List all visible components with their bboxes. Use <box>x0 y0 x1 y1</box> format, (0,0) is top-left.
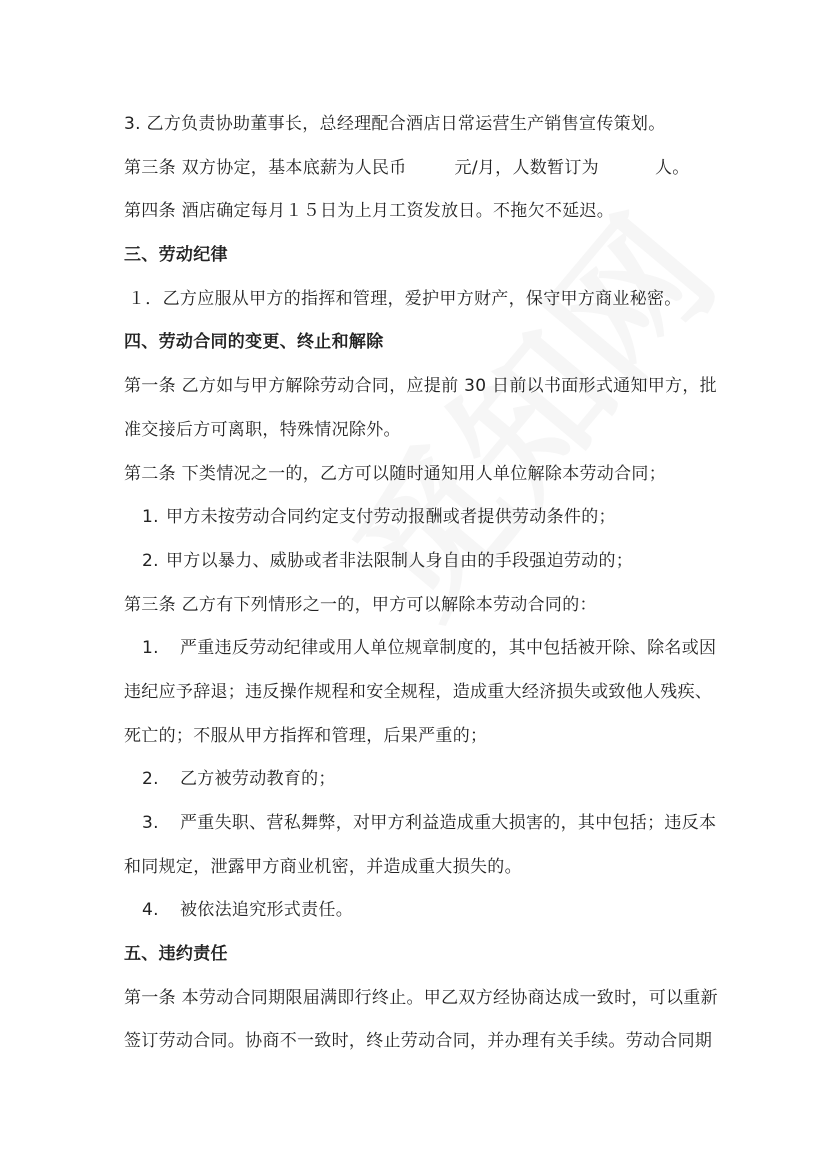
paragraph: １．乙方应服从甲方的指挥和管理，爱护甲方财产，保守甲方商业秘密。 <box>128 288 682 309</box>
text: 乙方被劳动教育的； <box>180 769 336 790</box>
list-number: 2. <box>142 769 159 790</box>
paragraph: 第四条 酒店确定每月１５日为上月工资发放日。不拖欠不延迟。 <box>124 201 615 222</box>
paragraph: 签订劳动合同。协商不一致时，终止劳动合同，并办理有关手续。劳动合同期 <box>124 1031 713 1052</box>
text: 第三条 双方协定，基本底薪为人民币 <box>124 157 407 178</box>
list-item <box>124 811 724 855</box>
section-heading: 三、劳动纪律 <box>124 245 228 266</box>
list-item <box>124 505 724 549</box>
list-number: 3. <box>142 813 159 833</box>
paragraph: 准交接后方可离职，特殊情况除外。 <box>124 419 401 440</box>
list-number: 2. <box>142 550 159 571</box>
paragraph: 违纪应予辞退；违反操作规程和安全规程，造成重大经济损失或致他人残疾、 <box>124 681 713 702</box>
paragraph: 和同规定，泄露甲方商业机密，并造成重大损失的。 <box>124 856 522 877</box>
list-number: 4. <box>142 900 159 921</box>
text: 被依法追究形式责任。 <box>180 900 353 921</box>
paragraph: 第二条 下类情况之一的，乙方可以随时通知用人单位解除本劳动合同； <box>124 463 667 484</box>
list-number: 1. <box>142 638 159 659</box>
paragraph-salary <box>124 156 724 200</box>
paragraph: 第三条 乙方有下列情形之一的，甲方可以解除本劳动合同的： <box>124 594 597 615</box>
list-item <box>124 898 724 942</box>
paragraph: 第一条 乙方如与甲方解除劳动合同，应提前 30 日前以书面形式通知甲方，批 <box>124 376 717 397</box>
text: 甲方未按劳动合同约定支付劳动报酬或者提供劳动条件的； <box>166 507 616 528</box>
text: 严重失职、营私舞弊，对甲方利益造成重大损害的，其中包括；违反本 <box>180 813 717 833</box>
paragraph: 3. 乙方负责协助董事长，总经理配合酒店日常运营生产销售宣传策划。 <box>124 114 666 134</box>
document-page <box>124 112 724 1073</box>
list-item <box>124 767 724 811</box>
list-number: 1. <box>142 507 159 528</box>
text: 严重违反劳动纪律或用人单位规章制度的，其中包括被开除、除名或因 <box>180 638 717 659</box>
text: 人。 <box>654 157 690 178</box>
section-heading: 五、违约责任 <box>124 944 228 965</box>
paragraph: 第一条 本劳动合同期限届满即行终止。甲乙双方经协商达成一致时，可以重新 <box>124 987 718 1008</box>
section-heading: 四、劳动合同的变更、终止和解除 <box>124 332 384 353</box>
text: 甲方以暴力、威胁或者非法限制人身自由的手段强迫劳动的； <box>166 550 634 571</box>
list-item <box>124 636 724 680</box>
list-item <box>124 549 724 593</box>
text: 元/月，人数暂订为 <box>454 157 599 178</box>
paragraph: 死亡的；不服从甲方指挥和管理，后果严重的； <box>124 725 488 746</box>
